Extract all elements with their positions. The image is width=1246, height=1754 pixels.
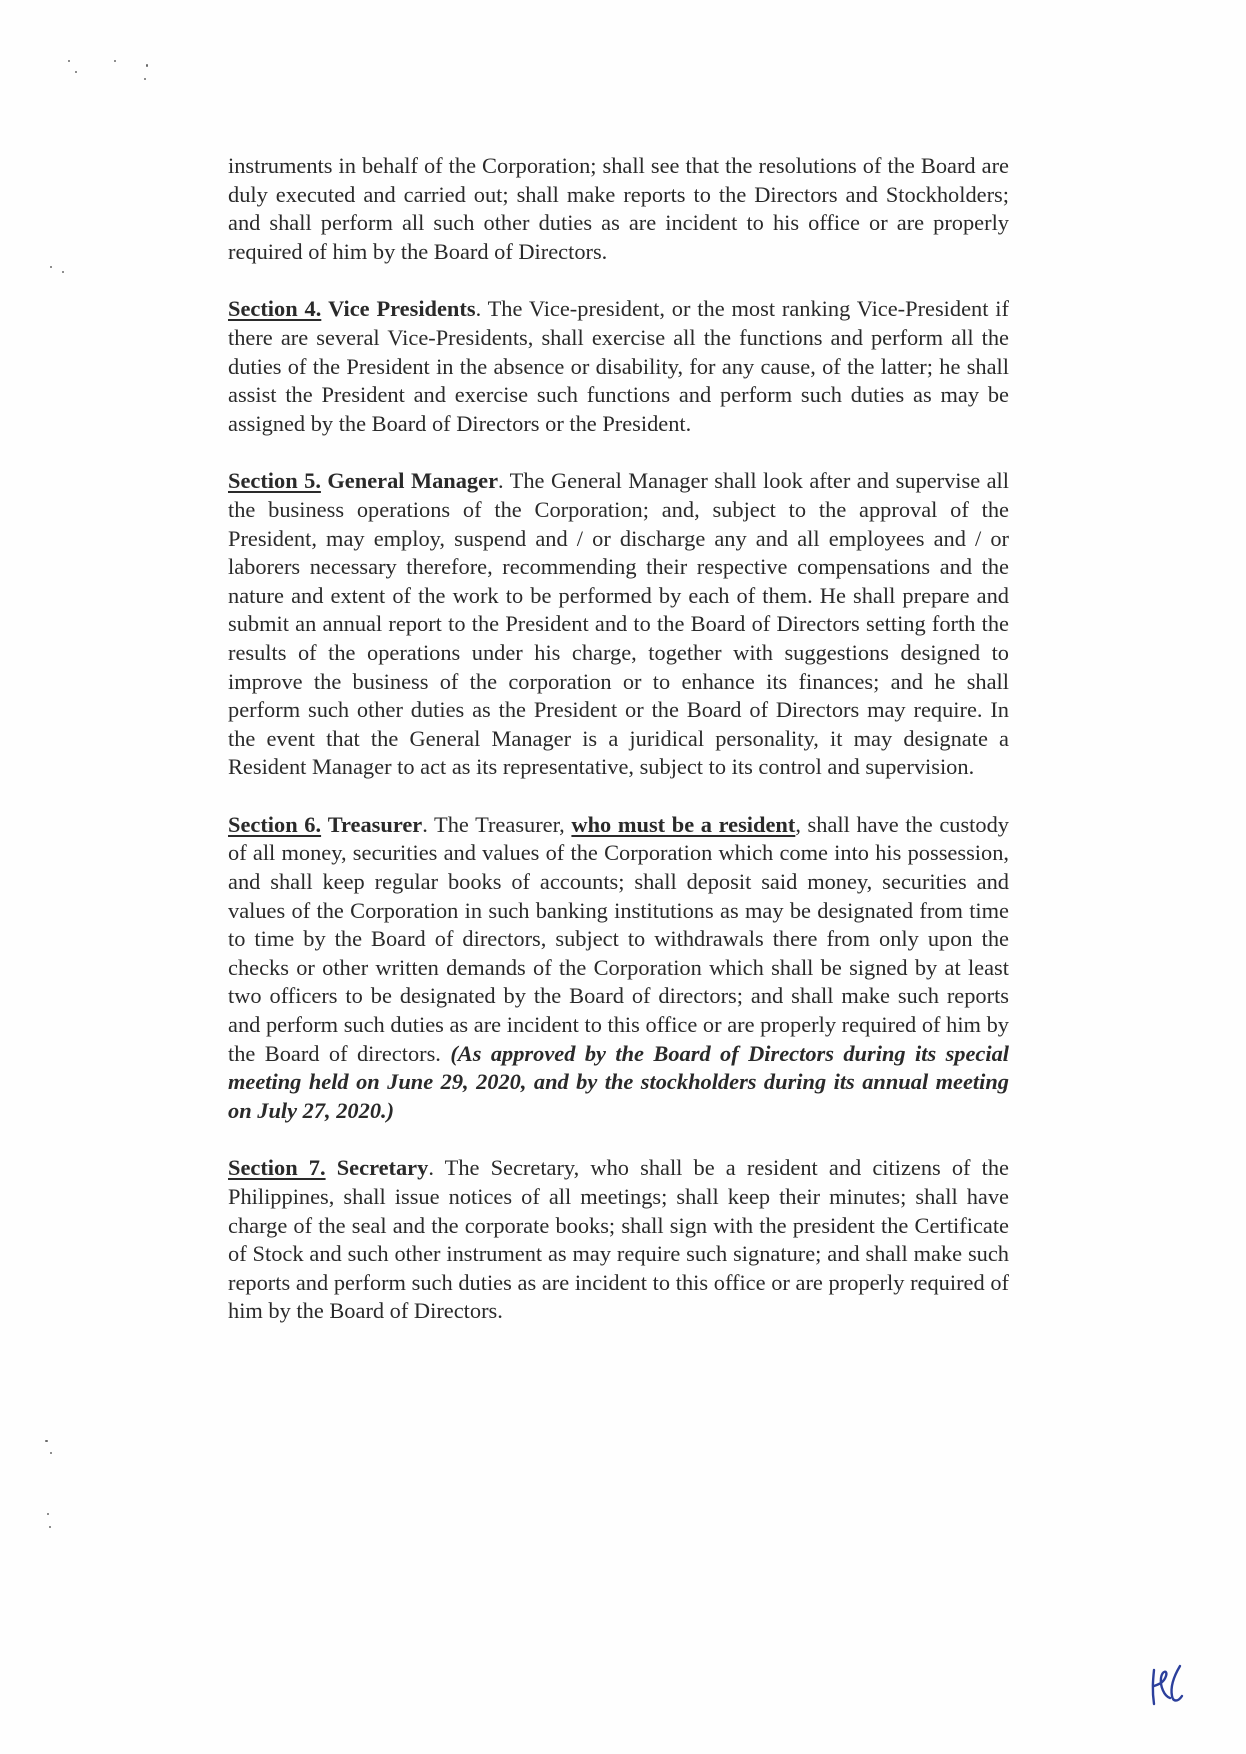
section-vice-presidents [228,295,1009,438]
handwritten-initials [1148,1662,1188,1710]
section-number: Section 5. [228,468,321,494]
resident-requirement: who must be a resident [571,811,796,837]
section-text: . The Vice-president, or the most ranking Vice-President if there are several Vice-Presidents, shall exercise all the functions and perform all the duties of the President in the absence or disability, for any cause, of the latter; he shall assist the President and exercise such functions and perform such duties as may be assigned by the Board of Directors or the President. [228,296,1009,436]
scan-speck [75,71,77,73]
section-number: Section 4. [228,296,322,322]
section-title: General Manager [327,468,499,494]
section-number: Section 6. [228,811,322,837]
scan-speck [114,60,116,62]
section-number: Section 7. [228,1155,326,1181]
scan-speck [146,64,148,67]
section-title: Treasurer [327,811,423,837]
scan-speck [68,60,70,62]
scan-speck [50,1452,52,1454]
scan-speck [62,271,64,273]
section-text: . The General Manager shall look after and supervise all the business operations of the Corporation; and, subject to the approval of the President, may employ, suspend and / or discharge any and all employees and / or laborers necessary therefore, recommending their respective compensations and the nature and extent of the work to be performed by each of them. He shall prepare and submit an annual report to the President and to the Board of Directors setting forth the results of the operations under his charge, together with suggestions designed to improve the business of the corporation or to enhance its finances; and he shall perform such other duties as the President or the Board of Directors may require. In the event that the General Manager is a juridical personality, it may designate a Resident Manager to act as its representative, subject to its control and supervision. [228,468,1009,780]
section-text-continued: , shall have the custody of all money, securities and values of the Corporation which come into his possession, and shall keep regular books of accounts; shall deposit said money, securities and values of the Corporation in such banking institutions as may be designated from time to time by the Board of directors, subject to withdrawals there from only upon the checks or other written demands of the Corporation which shall be signed by at least two officers to be designated by the Board of directors; and shall make such reports and perform such duties as are incident to this office or are properly required of him by the Board of directors. [228,811,1009,1066]
scan-speck [50,266,52,268]
paragraph-continuation [228,152,1009,266]
section-text: . The Treasurer, [422,811,572,837]
section-general-manager [228,467,1009,782]
document-body [228,152,1009,1355]
scan-speck [49,1526,51,1528]
scan-speck [45,1440,48,1442]
scan-speck [144,78,146,80]
scan-speck [47,1513,49,1515]
section-title: Vice Presidents [328,296,476,322]
section-treasurer [228,811,1009,1126]
approval-note: (As approved by the Board of Directors during its special meeting held on June 29, 2020, and by the stockholders during its annual meeting on July 27, 2020.) [228,1040,1009,1123]
section-text: . The Secretary, who shall be a resident and citizens of the Philippines, shall issue notices of all meetings; shall keep their minutes; shall have charge of the seal and the corporate books; shall sign with the president the Certificate of Stock and such other instrument as may require such signature; and shall make such reports and perform such duties as are incident to this office or are properly required of him by the Board of Directors. [228,1155,1009,1324]
section-title: Secretary [336,1155,429,1181]
section-secretary [228,1154,1009,1326]
paragraph-text: instruments in behalf of the Corporation; shall see that the resolutions of the Board are duly executed and carried out; shall make reports to the Directors and Stockholders; and shall perform all such other duties as are incident to his office or are properly required of him by the Board of Directors. [228,153,1009,264]
